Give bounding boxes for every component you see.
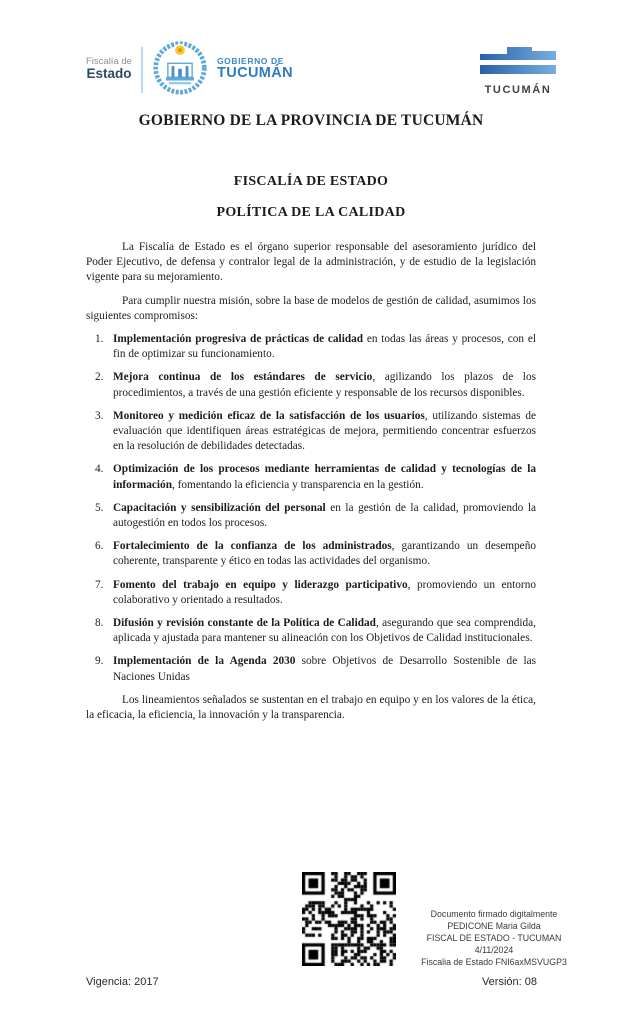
commitment-item xyxy=(86,370,536,400)
commitment-lead-text: Implementación progresiva de prácticas de calidad xyxy=(113,333,364,346)
commitment-lead-text: Monitoreo y medición eficaz de la satisfacción de los usuarios xyxy=(113,409,425,422)
commitment-rest-text: , fomentando la eficiencia y transparencia en la gestión. xyxy=(172,478,424,491)
document-body xyxy=(86,240,536,731)
commitment-lead-text: Fortalecimiento de la confianza de los administrados xyxy=(113,540,392,553)
commitment-rest-text: , utilizando sistemas de evaluación que identifiquen áreas estratégicas de mejora, permitiendo concentrar esfuerzos en la resolución de debilidades detectadas. xyxy=(113,409,536,453)
commitment-number: 9. xyxy=(95,655,104,668)
commitment-lead-text: Fomento del trabajo en equipo y liderazgo participativo xyxy=(113,578,408,591)
signature-line: FISCAL DE ESTADO - TUCUMAN xyxy=(426,933,562,943)
commitment-lead-text: Capacitación y sensibilización del personal xyxy=(113,501,326,514)
commitment-rest-text: , asegurando que sea comprendida, aplicada y ajustada para mantener su alineación con los Objetivos de Calidad institucionales. xyxy=(113,617,536,645)
commitment-number: 8. xyxy=(95,617,104,630)
commitment-number: 4. xyxy=(95,463,104,476)
intro-paragraph-1: La Fiscalía de Estado es el órgano superior responsable del asesoramiento jurídico del Poder Ejecutivo, de defensa y contralor legal de la administración, y de estudio de la legislación vigente para su mejoramiento. xyxy=(86,241,536,284)
tucuman-emblem-icon xyxy=(152,38,208,101)
subtitle-politica: POLÍTICA DE LA CALIDAD xyxy=(216,205,406,220)
commitment-lead-text: Mejora continua de los estándares de servicio xyxy=(113,371,373,384)
fiscalia-wordmark-line2: Estado xyxy=(86,66,132,82)
fiscalia-wordmark-line1: Fiscalía de xyxy=(86,55,132,67)
commitment-lead-text: Optimización de los procesos mediante herramientas de calidad y tecnologías de la información xyxy=(113,463,536,491)
signature-line: PEDICONE Maria Gilda xyxy=(447,921,541,931)
commitment-item xyxy=(86,539,536,569)
commitment-item xyxy=(86,462,536,492)
intro-paragraph-2: Para cumplir nuestra misión, sobre la base de modelos de gestión de calidad, asumimos los siguientes compromisos: xyxy=(86,294,536,322)
gobierno-wordmark xyxy=(217,57,293,81)
tucuman-brand-label: TUCUMÁN xyxy=(484,84,552,96)
gobierno-wordmark-line2: TUCUMÁN xyxy=(216,65,294,82)
signature-line: Fiscalia de Estado FNI6axMSVUGP3 xyxy=(421,957,567,967)
signature-line: Documento firmado digitalmente xyxy=(430,909,558,919)
commitment-item xyxy=(86,409,536,455)
commitment-item xyxy=(86,501,536,531)
digital-signature-block xyxy=(406,908,582,968)
fiscalia-gobierno-logo xyxy=(86,38,293,101)
commitment-lead-text: Difusión y revisión constante de la Política de Calidad xyxy=(113,617,376,630)
commitment-number: 3. xyxy=(95,409,104,422)
tucuman-flag-bars-icon xyxy=(480,63,556,80)
commitment-item xyxy=(86,616,536,646)
commitment-number: 2. xyxy=(95,371,104,384)
commitments-list xyxy=(86,332,536,685)
commitment-rest-text: en la gestión de la calidad, promoviendo la autogestión en todos los procesos. xyxy=(113,501,536,530)
commitment-item xyxy=(86,332,536,362)
logo-divider xyxy=(141,47,143,93)
tucuman-brand-logo xyxy=(477,44,559,96)
commitment-lead-text: Implementación de la Agenda 2030 xyxy=(113,655,296,668)
footer-version: Versión: 08 xyxy=(481,976,537,988)
closing-paragraph: Los lineamientos señalados se sustentan en el trabajo en equipo y en los valores de la ética, la eficacia, la eficiencia, la innovación y la transparencia. xyxy=(86,693,536,722)
qr-code xyxy=(302,872,396,966)
commitment-number: 6. xyxy=(95,540,104,553)
commitment-rest-text: , agilizando los plazos de los procedimientos, a través de una gestión eficiente y responsable de los recursos disponibles. xyxy=(113,371,536,399)
fiscalia-wordmark xyxy=(86,57,132,82)
commitment-number: 7. xyxy=(95,578,104,591)
signature-line: 4/11/2024 xyxy=(474,945,514,955)
commitment-rest-text: sobre Objetivos de Desarrollo Sostenible de las Naciones Unidas xyxy=(113,655,536,683)
commitment-rest-text: en todas las áreas y procesos, con el fin de optimizar su funcionamiento. xyxy=(113,333,536,361)
commitment-number: 1. xyxy=(95,333,104,346)
subtitle-fiscalia: FISCALÍA DE ESTADO xyxy=(233,174,389,189)
commitment-item xyxy=(86,578,536,608)
commitment-number: 5. xyxy=(95,501,104,514)
page-title: GOBIERNO DE LA PROVINCIA DE TUCUMÁN xyxy=(138,112,484,129)
footer-vigencia: Vigencia: 2017 xyxy=(86,976,159,988)
commitment-rest-text: , garantizando un desempeño coherente, transparente y ético en todas las actividades del organismo. xyxy=(113,540,536,568)
commitment-item xyxy=(86,654,536,684)
document-header xyxy=(0,0,622,102)
gobierno-wordmark-line1: GOBIERNO DE xyxy=(216,56,284,67)
commitment-rest-text: , promoviendo un entorno colaborativo y orientado a resultados. xyxy=(113,578,536,606)
